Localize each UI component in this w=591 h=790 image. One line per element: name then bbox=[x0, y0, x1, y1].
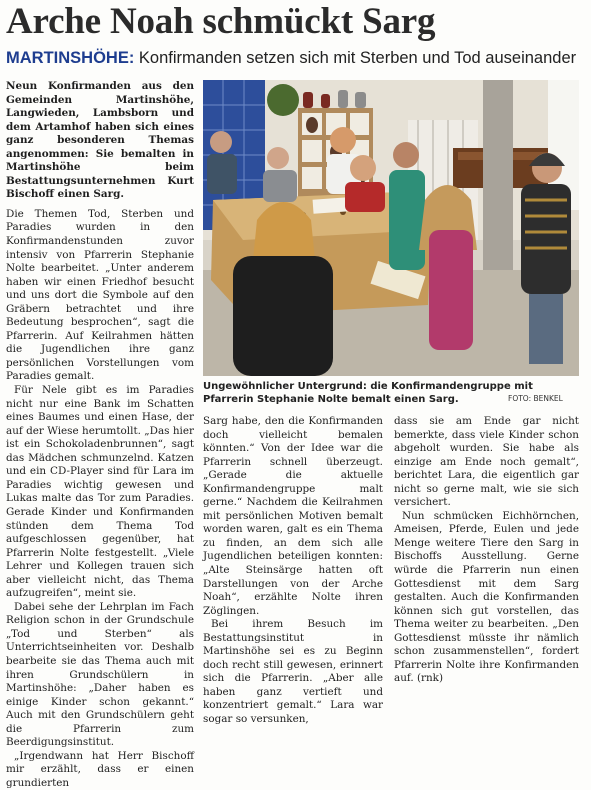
subheadline bbox=[6, 48, 576, 68]
article-photo bbox=[203, 80, 579, 376]
article-column-1 bbox=[6, 80, 194, 789]
photo-caption: Ungewöhnlicher Untergrund: die Konfirmandengruppe mit Pfarrerin Stephanie Nolte bemalt einen Sarg. bbox=[203, 381, 533, 405]
subheadline-text: Konfirmanden setzen sich mit Sterben und Tod auseinander bbox=[134, 49, 577, 67]
photo-credit: FOTO: BENKEL bbox=[508, 394, 563, 403]
paragraph: Sarg habe, den die Konfirmanden doch vielleicht bemalen könnten.“ Von der Idee war die Pfarrerin schnell überzeugt. „Gerade die aktuelle Konfirmandengruppe malt gerne.“ Nachdem die Keilrahmen mit persönlichen Motiven bemalt worden waren, galt es ein Thema zu finden, an dem sich alle Jugendlichen beteiligen konnten: „Alte Steinsärge hatten oft Darstellungen von der Arche Noah“, erzählte Nolte ihren Zöglingen. bbox=[203, 415, 383, 617]
paragraph: Für Nele gibt es im Paradies nicht nur eine Bank im Schatten eines Baumes und einen Hase, der auf der Wiese herumtollt. „Das hier ist ein Schokoladenbrunnen“, sagt das Mädchen schmunzelnd. Katzen und ein CD-Player sind für Lara im Paradies wichtig gewesen und Lukas malte das Tor zum Paradies. Gerade Kinder und Konfirmanden stünden dem Thema Tod aufgeschlossen gegenüber, hat Pfarrerin Nolte festgestellt. „Viele Lehrer und Kollegen trauen sich aber vielleicht nicht, das Thema aufzugreifen“, meint sie. bbox=[6, 384, 194, 600]
headline: Arche Noah schmückt Sarg bbox=[6, 1, 436, 42]
paragraph: „Irgendwann hat Herr Bischoff mir erzählt, dass er einen grundierten bbox=[6, 749, 194, 789]
paragraph: Die Themen Tod, Sterben und Paradies wurden in den Konfirmandenstunden zuvor intensiv von Pfarrerin Stephanie Nolte bearbeitet. „Unter anderem haben wir einen Friedhof besucht und uns dort die Symbole auf den Gräbern betrachtet und ihre Bedeutung besprochen“, sagt die Pfarrerin. Auf Keilrahmen hätten die Jugendlichen ihre ganz persönlichen Vorstellungen vom Paradies gemalt. bbox=[6, 207, 194, 383]
paragraph: Dabei sehe der Lehrplan im Fach Religion schon in der Grundschule „Tod und Sterben“ als Unterrichtseinheiten vor. Deshalb bearbeite sie das Thema auch mit ihren Grundschülern in Martinshöhe: „Daher haben es einige Kinder schon gekannt.“ Auch mit den Grundschülern geht die Pfarrerin zum Beerdigungsinstitut. bbox=[6, 600, 194, 749]
paragraph: dass sie am Ende gar nicht bemerkte, dass viele Kinder schon abgeholt wurden. Sie habe als einzige am Ende noch gemalt“, berichtet Lara, die eigentlich gar nicht so gerne malt, wie sie sich versichert. bbox=[394, 415, 579, 509]
article-column-3 bbox=[394, 415, 579, 685]
paragraph: Bei ihrem Besuch im Bestattungsinstitut in Martinshöhe sei es zu Beginn doch recht still gewesen, erinnert sich die Pfarrerin. „Aber alle haben ganz vertieft und konzentriert gemalt.“ Lara war sogar so versunken, bbox=[203, 618, 383, 726]
article-column-2 bbox=[203, 415, 383, 726]
paragraph: Nun schmücken Eichhörnchen, Ameisen, Pferde, Eulen und jede Menge weitere Tiere den Sarg in Bischoffs Ausstellung. Gerne würde die Pfarrerin nun einen Gottesdienst mit dem Sarg gestalten. Auch die Konfirmanden können sich gut vorstellen, das Thema weiter zu bearbeiten. „Den Gottesdienst müsste ihr nämlich schon zusammenstellen“, fordert Pfarrerin Nolte ihre Konfirmanden auf. (rnk) bbox=[394, 509, 579, 685]
subheadline-kicker: MARTINSHÖHE: bbox=[6, 49, 135, 67]
lead-paragraph: Neun Konfirmanden aus den Gemeinden Martinshöhe, Langwieden, Lambsborn und dem Artamhof haben sich eines ganz besonderen Themas angenommen: Sie bemalten in Martinshöhe beim Bestattungsunternehmen Kurt Bischoff einen Sarg. bbox=[6, 80, 194, 201]
